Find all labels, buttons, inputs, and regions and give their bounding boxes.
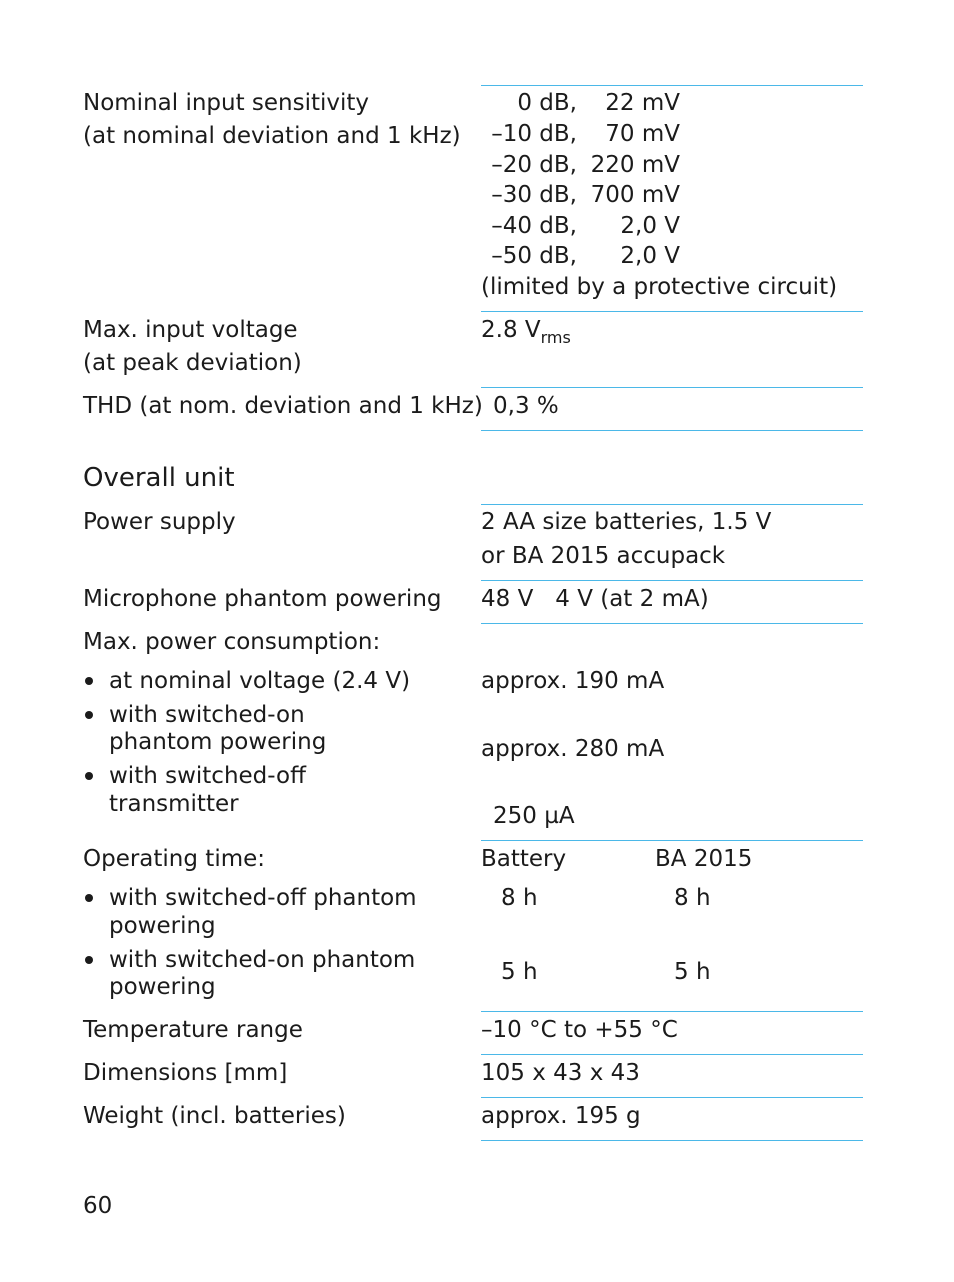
power-supply-value: 2 AA size batteries, 1.5 V bbox=[481, 509, 772, 535]
spec-label: (at nominal deviation and 1 kHz) bbox=[83, 123, 461, 149]
sensitivity-db: –20 dB, bbox=[491, 152, 577, 178]
consumption-value: approx. 280 mA bbox=[481, 736, 665, 762]
table-rule bbox=[481, 1140, 863, 1141]
spec-label: Microphone phantom powering bbox=[83, 586, 442, 612]
bullet-icon bbox=[85, 772, 93, 780]
sensitivity-value: 22 mV bbox=[605, 90, 680, 116]
ba2015-time: 8 h bbox=[674, 885, 711, 911]
sensitivity-db: –40 dB, bbox=[491, 213, 577, 239]
sensitivity-db: –50 dB, bbox=[491, 243, 577, 269]
spec-label: Temperature range bbox=[83, 1017, 303, 1043]
bullet-label: transmitter bbox=[109, 791, 239, 817]
spec-label: Dimensions [mm] bbox=[83, 1060, 288, 1086]
battery-time: 5 h bbox=[501, 959, 538, 985]
table-rule bbox=[481, 430, 863, 431]
sensitivity-value: 70 mV bbox=[605, 121, 680, 147]
sensitivity-value: 2,0 V bbox=[620, 243, 680, 269]
bullet-icon bbox=[85, 956, 93, 964]
thd-value: 0,3 % bbox=[493, 393, 559, 419]
max-input-voltage-value: 2.8 $V_{rms}$ bbox=[481, 317, 571, 347]
bullet-icon bbox=[85, 677, 93, 685]
spec-label: Weight (incl. batteries) bbox=[83, 1103, 346, 1129]
bullet-label: with switched-off phantom bbox=[109, 885, 417, 911]
bullet-label: with switched-off bbox=[109, 763, 306, 789]
consumption-value: 250 µA bbox=[493, 803, 575, 829]
table-rule bbox=[481, 840, 863, 841]
section-heading: Overall unit bbox=[83, 463, 235, 493]
spec-label: THD (at nom. deviation and 1 kHz) bbox=[83, 393, 483, 419]
table-rule bbox=[481, 387, 863, 388]
unit-subscript: rms bbox=[540, 328, 571, 347]
sensitivity-db: –10 dB, bbox=[491, 121, 577, 147]
sensitivity-value: 2,0 V bbox=[620, 213, 680, 239]
ba2015-time: 5 h bbox=[674, 959, 711, 985]
table-rule bbox=[481, 504, 863, 505]
bullet-label: powering bbox=[109, 974, 216, 1000]
consumption-value: approx. 190 mA bbox=[481, 668, 665, 694]
bullet-icon bbox=[85, 894, 93, 902]
table-rule bbox=[481, 311, 863, 312]
sensitivity-note: (limited by a protective circuit) bbox=[481, 274, 838, 300]
bullet-icon bbox=[85, 711, 93, 719]
table-rule bbox=[481, 85, 863, 86]
weight-value: approx. 195 g bbox=[481, 1103, 641, 1129]
dimensions-value: 105 x 43 x 43 bbox=[481, 1060, 640, 1086]
table-rule bbox=[481, 580, 863, 581]
column-header: BA 2015 bbox=[655, 846, 753, 872]
sensitivity-db: 0 dB, bbox=[517, 90, 577, 116]
bullet-label: powering bbox=[109, 913, 216, 939]
table-rule bbox=[481, 1054, 863, 1055]
spec-label: Max. power consumption: bbox=[83, 629, 381, 655]
power-supply-value: or BA 2015 accupack bbox=[481, 543, 726, 569]
spec-label: (at peak deviation) bbox=[83, 350, 302, 376]
column-header: Battery bbox=[481, 846, 567, 872]
bullet-label: with switched-on phantom bbox=[109, 947, 416, 973]
table-rule bbox=[481, 1097, 863, 1098]
table-rule bbox=[481, 1011, 863, 1012]
page-number: 60 bbox=[83, 1193, 113, 1219]
spec-label: Max. input voltage bbox=[83, 317, 298, 343]
temperature-value: –10 °C to +55 °C bbox=[481, 1017, 678, 1043]
spec-label: Power supply bbox=[83, 509, 236, 535]
spec-label: Operating time: bbox=[83, 846, 266, 872]
bullet-label: phantom powering bbox=[109, 729, 327, 755]
phantom-powering-value: 48 V 4 V (at 2 mA) bbox=[481, 586, 709, 612]
spec-label: Nominal input sensitivity bbox=[83, 90, 370, 116]
bullet-label: at nominal voltage (2.4 V) bbox=[109, 668, 411, 694]
sensitivity-value: 220 mV bbox=[590, 152, 680, 178]
battery-time: 8 h bbox=[501, 885, 538, 911]
sensitivity-db: –30 dB, bbox=[491, 182, 577, 208]
bullet-label: with switched-on bbox=[109, 702, 305, 728]
table-rule bbox=[481, 623, 863, 624]
sensitivity-value: 700 mV bbox=[590, 182, 680, 208]
